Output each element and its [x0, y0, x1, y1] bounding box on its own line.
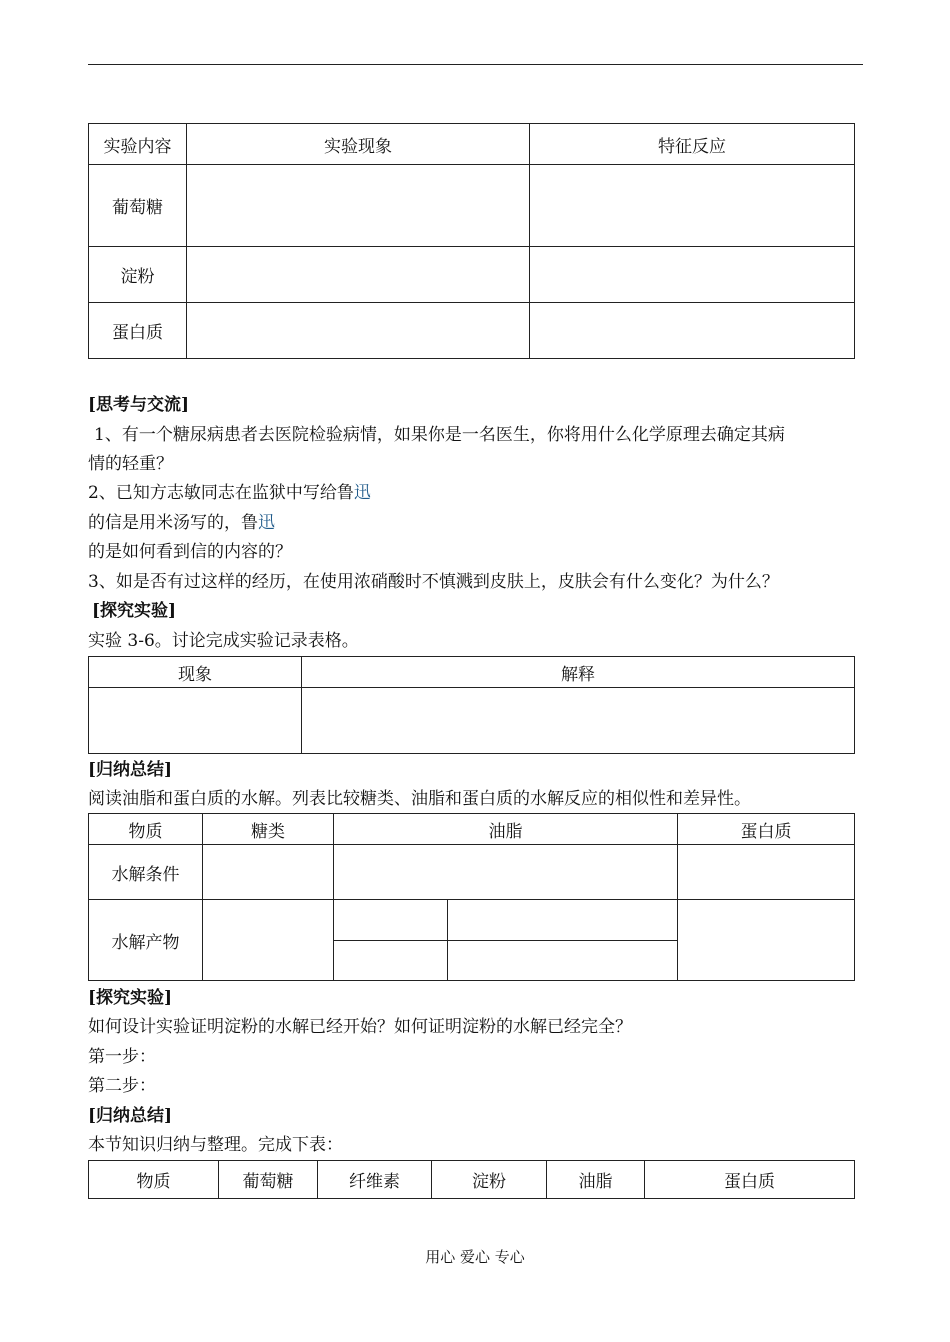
table-header-cell: 淀粉 [432, 1161, 547, 1199]
summary-heading-2: [归纳总结] [88, 1106, 173, 1126]
question-2-line-1 [88, 481, 371, 505]
explore-heading-2: [探究实验] [88, 988, 173, 1008]
table-header-cell: 实验内容 [89, 124, 187, 165]
empty-cell[interactable] [187, 303, 530, 359]
row-label-protein: 蛋白质 [89, 303, 187, 359]
header-rule [88, 64, 863, 65]
table-header-cell: 解释 [302, 657, 855, 688]
question-2-text: 2、已知方志敏同志在监狱中写给鲁 [88, 483, 354, 503]
question-3: 3、如是否有过这样的经历，在使用浓硝酸时不慎溅到皮肤上，皮肤会有什么变化？为什么？ [88, 572, 779, 592]
table-header-cell: 蛋白质 [678, 814, 855, 845]
explore-text-2: 如何设计实验证明淀粉的水解已经开始？如何证明淀粉的水解已经完全？ [88, 1017, 632, 1037]
question-1-line-2: 情的轻重？ [88, 454, 173, 474]
table-header-cell: 油脂 [547, 1161, 645, 1199]
table-header-cell: 物质 [89, 814, 203, 845]
empty-cell[interactable] [448, 941, 678, 981]
record-table [88, 656, 855, 754]
table-header-cell: 葡萄糖 [219, 1161, 318, 1199]
row-label-glucose: 葡萄糖 [89, 165, 187, 247]
empty-cell[interactable] [203, 845, 334, 900]
empty-cell[interactable] [530, 165, 855, 247]
empty-cell[interactable] [678, 845, 855, 900]
empty-cell[interactable] [302, 688, 855, 754]
summary-text-2: 本节知识归纳与整理。完成下表： [88, 1135, 343, 1155]
summary-heading: [归纳总结] [88, 760, 173, 780]
table-header-cell: 实验现象 [187, 124, 530, 165]
empty-cell[interactable] [89, 688, 302, 754]
hydrolysis-table [88, 813, 855, 981]
empty-cell[interactable] [187, 165, 530, 247]
question-2-name-char: 迅 [258, 513, 275, 533]
step-1: 第一步： [88, 1047, 156, 1067]
question-1-line-1: 1、有一个糖尿病患者去医院检验病情，如果你是一名医生，你将用什么化学原理去确定其病 [94, 425, 785, 445]
table-header-cell: 现象 [89, 657, 302, 688]
knowledge-table [88, 1160, 855, 1199]
experiment-table [88, 123, 855, 359]
empty-cell[interactable] [448, 900, 678, 941]
step-2: 第二步： [88, 1076, 156, 1096]
table-header-cell: 油脂 [334, 814, 678, 845]
empty-cell[interactable] [334, 900, 448, 941]
question-2-line-3: 的是如何看到信的内容的？ [88, 542, 292, 562]
empty-cell[interactable] [187, 247, 530, 303]
question-2-text: 的信是用米汤写的，鲁 [88, 513, 258, 533]
empty-cell[interactable] [334, 941, 448, 981]
page-footer: 用心 爱心 专心 [425, 1248, 525, 1266]
table-header-cell: 纤维素 [318, 1161, 432, 1199]
question-2-name-char: 迅 [353, 483, 371, 503]
row-label-starch: 淀粉 [89, 247, 187, 303]
empty-cell[interactable] [203, 900, 334, 981]
explore-heading: [探究实验] [92, 601, 177, 621]
empty-cell[interactable] [334, 845, 678, 900]
summary-text: 阅读油脂和蛋白质的水解。列表比较糖类、油脂和蛋白质的水解反应的相似性和差异性。 [88, 789, 751, 809]
empty-cell[interactable] [530, 247, 855, 303]
row-label-condition: 水解条件 [89, 845, 203, 900]
think-heading: [思考与交流] [88, 395, 190, 415]
table-header-cell: 特征反应 [530, 124, 855, 165]
table-header-cell: 糖类 [203, 814, 334, 845]
table-header-cell: 蛋白质 [645, 1161, 855, 1199]
explore-text: 实验 3-6。讨论完成实验记录表格。 [88, 631, 359, 651]
row-label-product: 水解产物 [89, 900, 203, 981]
question-2-line-2 [88, 511, 275, 535]
table-header-cell: 物质 [89, 1161, 219, 1199]
empty-cell[interactable] [678, 900, 855, 981]
empty-cell[interactable] [530, 303, 855, 359]
